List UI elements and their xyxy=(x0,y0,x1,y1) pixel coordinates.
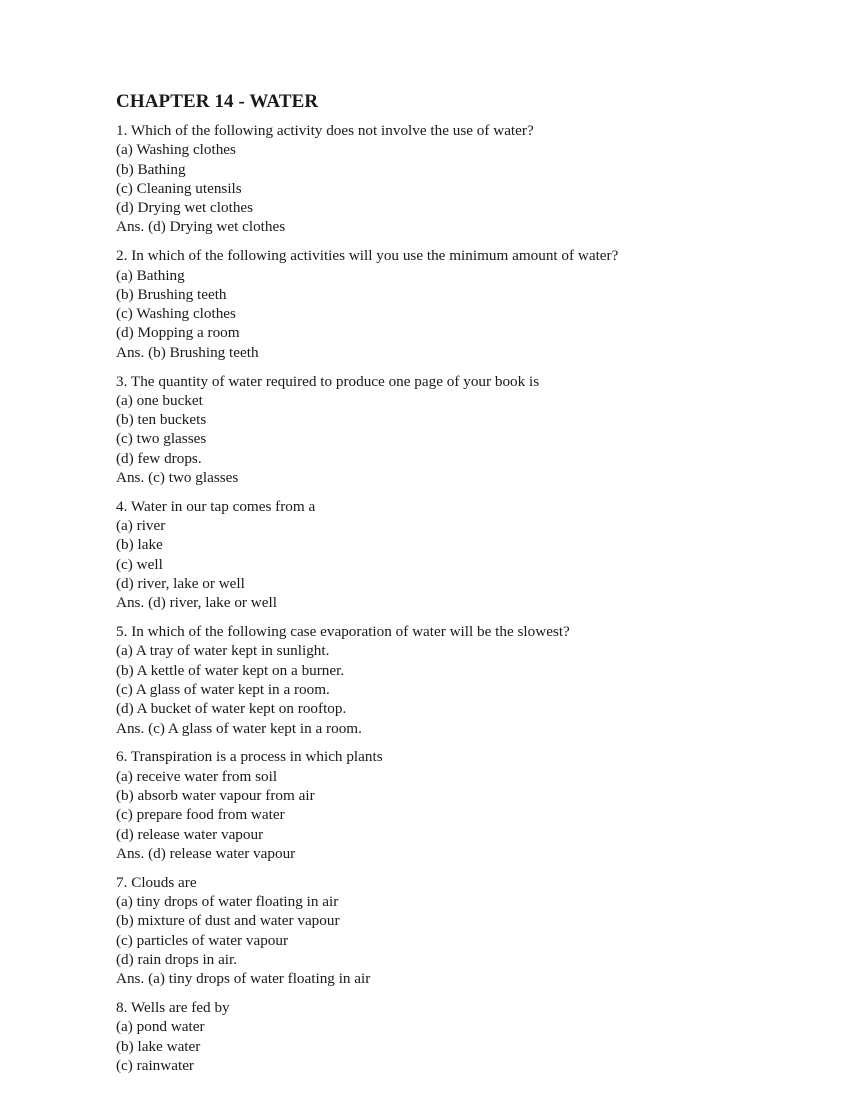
option-text: (b) Brushing teeth xyxy=(116,285,227,303)
option-text: (b) lake xyxy=(116,536,163,554)
question-text: 5. In which of the following case evaporation of water will be the slowest? xyxy=(116,623,570,641)
option-text: (a) Washing clothes xyxy=(116,141,236,159)
option-text: (a) tiny drops of water floating in air xyxy=(116,892,339,910)
chapter-title: CHAPTER 14 - WATER xyxy=(116,91,319,112)
answer-text: Ans. (d) river, lake or well xyxy=(116,594,277,612)
option-text: (b) mixture of dust and water vapour xyxy=(116,912,340,930)
option-text: (a) one bucket xyxy=(116,391,203,409)
option-text: (b) Bathing xyxy=(116,160,186,178)
question-text: 3. The quantity of water required to produce one page of your book is xyxy=(116,372,540,390)
question-block xyxy=(116,747,816,863)
option-text: (c) rainwater xyxy=(116,1056,194,1074)
answer-text: Ans. (b) Brushing teeth xyxy=(116,343,259,361)
option-text: (c) A glass of water kept in a room. xyxy=(116,681,330,699)
question-list xyxy=(116,121,816,1075)
option-text: (b) A kettle of water kept on a burner. xyxy=(116,661,345,679)
question-text: 7. Clouds are xyxy=(116,873,197,891)
question-block xyxy=(116,497,816,613)
question-block xyxy=(116,372,816,488)
question-block xyxy=(116,622,816,738)
option-text: (c) prepare food from water xyxy=(116,806,285,824)
document-page xyxy=(116,91,816,1085)
option-text: (a) river xyxy=(116,517,166,535)
option-text: (c) particles of water vapour xyxy=(116,931,289,949)
question-block xyxy=(116,998,816,1075)
answer-text: Ans. (d) release water vapour xyxy=(116,844,296,862)
option-text: (d) Drying wet clothes xyxy=(116,199,254,217)
option-text: (b) ten buckets xyxy=(116,411,207,429)
option-text: (c) two glasses xyxy=(116,430,207,448)
option-text: (c) Cleaning utensils xyxy=(116,179,242,197)
question-text: 4. Water in our tap comes from a xyxy=(116,497,316,515)
option-text: (a) A tray of water kept in sunlight. xyxy=(116,642,330,660)
answer-text: Ans. (d) Drying wet clothes xyxy=(116,218,286,236)
option-text: (a) pond water xyxy=(116,1018,205,1036)
option-text: (b) lake water xyxy=(116,1037,201,1055)
question-text: 8. Wells are fed by xyxy=(116,998,230,1016)
option-text: (c) well xyxy=(116,555,163,573)
option-text: (d) river, lake or well xyxy=(116,575,245,593)
question-block xyxy=(116,121,816,237)
question-block xyxy=(116,246,816,362)
option-text: (d) Mopping a room xyxy=(116,324,240,342)
option-text: (d) few drops. xyxy=(116,449,202,467)
option-text: (c) Washing clothes xyxy=(116,305,236,323)
question-text: 1. Which of the following activity does not involve the use of water? xyxy=(116,122,534,139)
option-text: (a) Bathing xyxy=(116,266,185,284)
option-text: (d) release water vapour xyxy=(116,825,264,843)
answer-text: Ans. (c) A glass of water kept in a room. xyxy=(116,719,362,737)
answer-text: Ans. (a) tiny drops of water floating in air xyxy=(116,970,371,988)
question-block xyxy=(116,873,816,989)
answer-text: Ans. (c) two glasses xyxy=(116,469,239,487)
option-text: (b) absorb water vapour from air xyxy=(116,787,315,804)
option-text: (d) A bucket of water kept on rooftop. xyxy=(116,700,347,718)
option-text: (d) rain drops in air. xyxy=(116,950,238,968)
question-text: 6. Transpiration is a process in which plants xyxy=(116,748,383,766)
option-text: (a) receive water from soil xyxy=(116,767,278,785)
question-text: 2. In which of the following activities will you use the minimum amount of water? xyxy=(116,247,619,265)
